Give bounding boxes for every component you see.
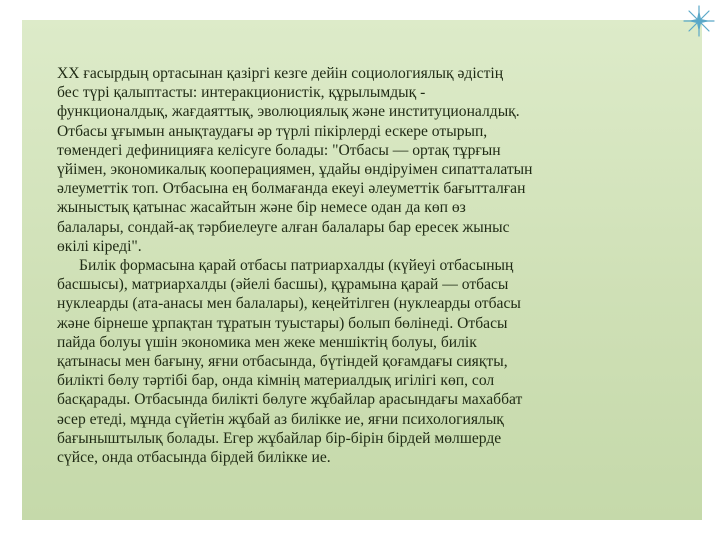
paragraph-family-power: Билік формасына қарай отбасы патриархалды (күйеуі отбасының басшысы), матриархалды (әйелі басшы), құрамына қарай — отбасы нуклеарды (ата-анасы мен балалары), кеңейтілген (нуклеарды отбасы және бірнеше ұрпақтан тұратын туыстары) болып бөлінеді. Отбасы пайда болуы үшін экономика мен жеке меншіктің болуы, билік қатынасы мен бағыну, яғни отбасында, бүтіндей қоғамдағы сияқты, билікті бөлу тәртібі бар, онда кімнің материалдық игілігі көп, сол басқарады. Отбасында билікті бөлуге жұбайлар арасындағы махаббат әсер етеді, мұнда сүйетін жұбай аз билікке ие, яғни психологиялық бағыныштылық болады. Егер жұбайлар бір-бірін бірдей мөлшерде сүйсе, онда отбасында бірдей билікке ие.	[57, 257, 523, 467]
sparkle-star-icon	[682, 4, 716, 38]
paragraph-sociology-methods: XX ғасырдың ортасынан қазіргі кезге дейін социологиялық әдістің бес түрі қалыптасты: интеракционистік, құрылымдық - функционалдық, жағдаяттық, эволюциялық және институционалдық. Отбасы ұғымын анықтаудағы әр түрлі пікірлерді ескере отырып, төмендегі дефиницияға келісуге болады: "Отбасы — ортақ тұрғын үйімен, экономикалық кооперациямен, ұдайы өндіруімен сипатталатын әлеуметтік топ. Отбасына ең болмағанда екеуі әлеуметтік бағытталған жыныстық қатынас жасайтын және бір немесе одан да көп өз балалары, сондай-ақ тәрбиелеуге алған балалары бар ересек жыныс өкілі кіреді".	[57, 65, 533, 255]
body-text	[57, 64, 669, 467]
